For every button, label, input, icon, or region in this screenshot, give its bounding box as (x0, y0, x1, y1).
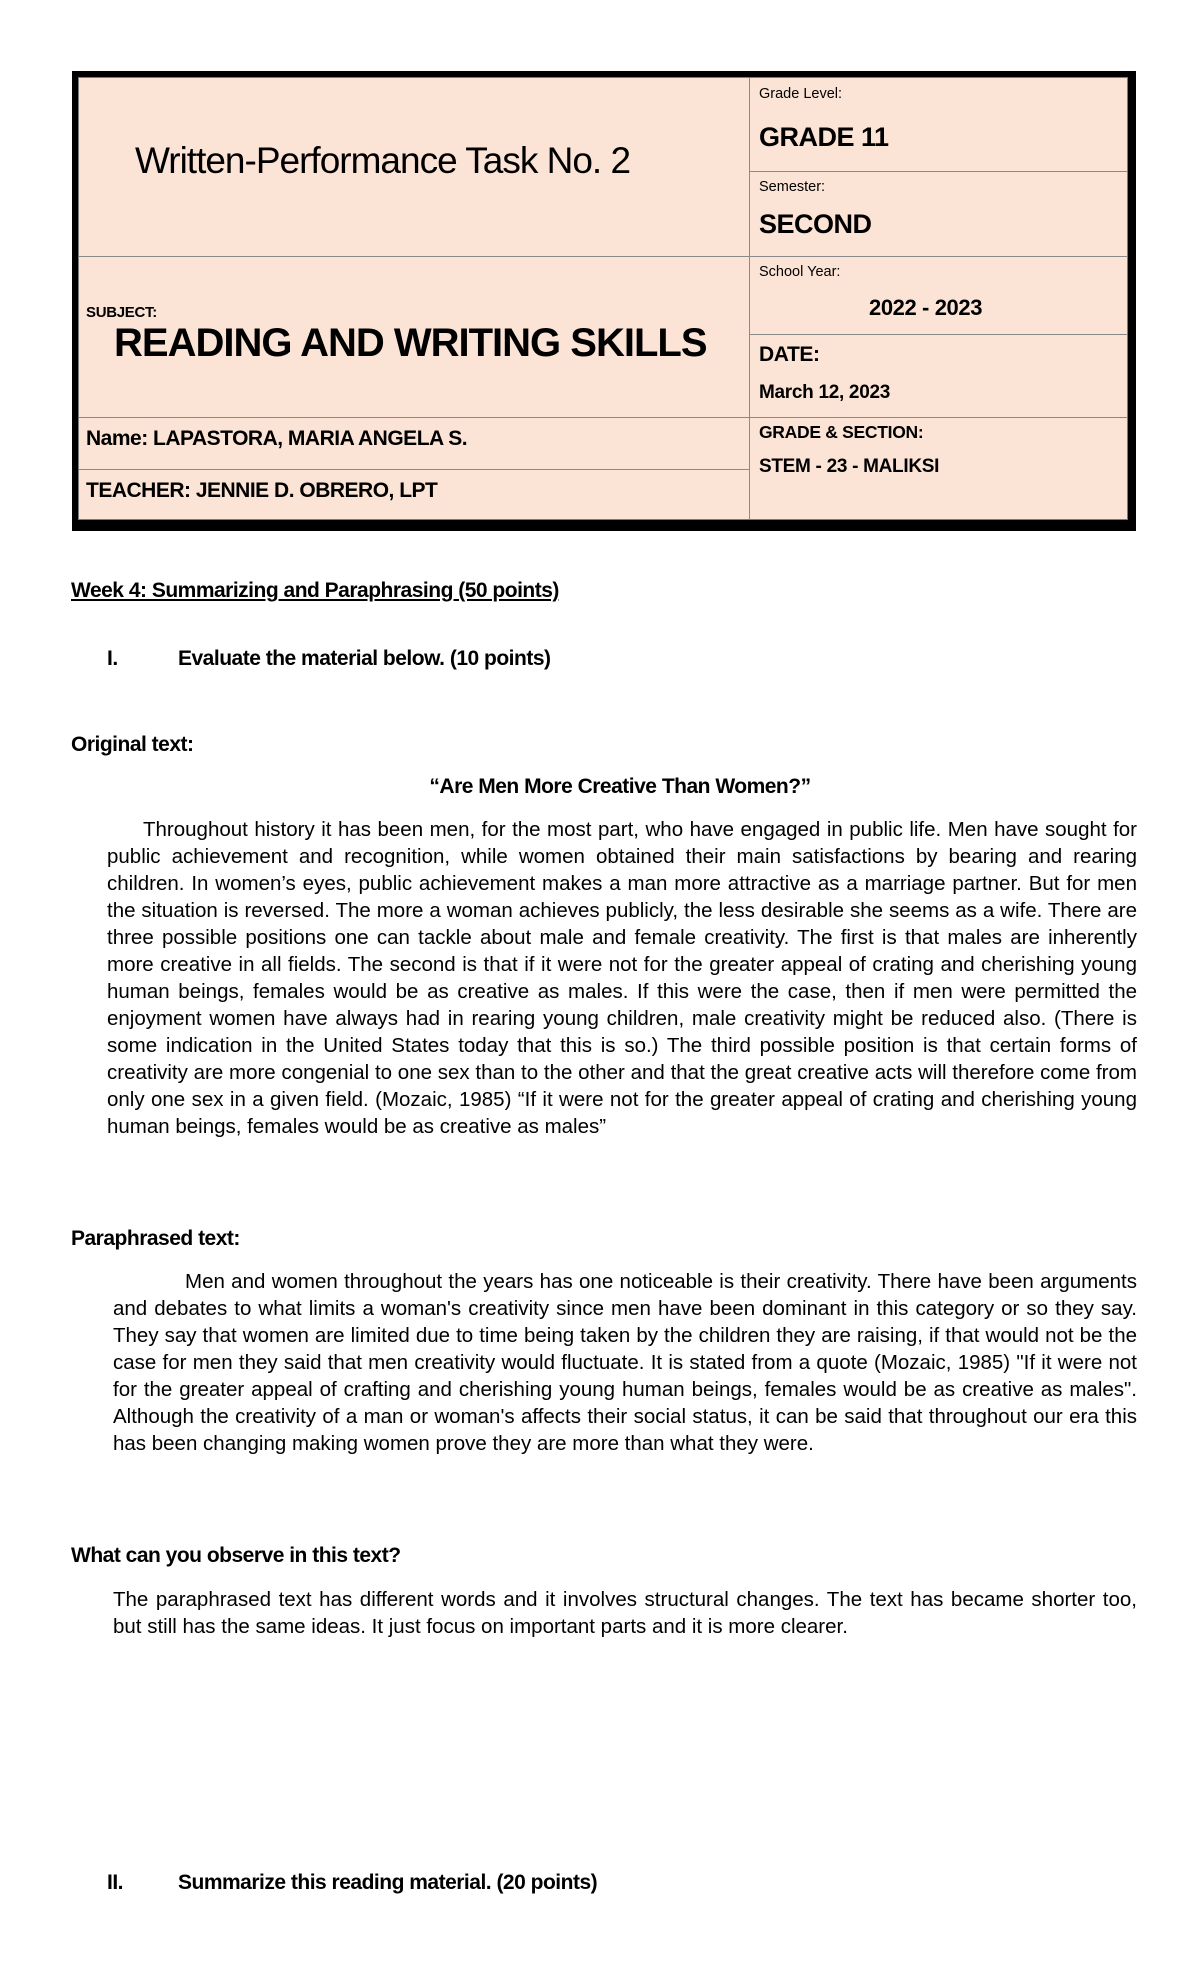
grade-level-value: GRADE 11 (759, 122, 889, 152)
row-divider (79, 256, 1127, 257)
original-text-body: Throughout history it has been men, for the most part, who have engaged in public life. Men have sought for public achievement and recognition, while women obtained their main satisfactions by bearing and rearing children. In women’s eyes, public achievement makes a man more attractive as a marriage partner. But for men the situation is reversed. The more a woman achieves publicly, the less desirable she seems as a wife. There are three possible positions one can tackle about male and female creativity. The first is that males are inherently more creative in all fields. The second is that if it were not for the greater appeal of crating and cherishing young human beings, females would be as creative as males. If this were the case, then if men were permitted the enjoyment women have always had in rearing young children, male creativity might be reduced also. (There is some indication in the United States today that this is so.) The third possible position is that certain forms of creativity are more congenial to one sex than to the other and that the great creative acts will therefore come from only one sex in a given field. (Mozaic, 1985) “If it were not for the greater appeal of crating and cherishing young human beings, females would be as creative as males” (107, 818, 1137, 1138)
school-year-value: 2022 - 2023 (869, 295, 983, 320)
column-divider (749, 78, 750, 519)
page-title: Written-Performance Task No. 2 (135, 140, 631, 181)
semester-value: SECOND (759, 209, 872, 239)
section-1-instruction: Evaluate the material below. (10 points) (178, 647, 551, 670)
header-table (72, 71, 1136, 531)
paraphrased-text-label: Paraphrased text: (71, 1227, 240, 1250)
subject-label: SUBJECT: (86, 304, 157, 321)
school-year-label: School Year: (759, 264, 841, 280)
date-label: DATE: (759, 343, 820, 366)
original-text-title: “Are Men More Creative Than Women?” (429, 775, 811, 798)
observation-question: What can you observe in this text? (71, 1544, 401, 1567)
row-divider (79, 417, 749, 418)
student-name: Name: LAPASTORA, MARIA ANGELA S. (86, 427, 468, 450)
section-2-numeral: II. (107, 1871, 124, 1894)
paraphrased-text-body: Men and women throughout the years has one noticeable is their creativity. There have been arguments and debates to what limits a woman's creativity since men have been dominant in this category or so they say. They say that women are limited due to time being taken by the children they are raising, if that would not be the case for men they said that men creativity would fluctuate. It is stated from a quote (Mozaic, 1985) "If it were not for the greater appeal of crafting and cherishing young human beings, females would be as creative as males". Although the creativity of a man or woman's affects their social status, it can be said that throughout our era this has been changing making women prove they are more than what they were. (113, 1270, 1137, 1455)
row-divider (749, 417, 1127, 418)
week-heading: Week 4: Summarizing and Paraphrasing (50 points) (71, 579, 559, 602)
header-table-body (78, 77, 1128, 520)
grade-section-value: STEM - 23 - MALIKSI (759, 456, 940, 477)
row-divider (749, 334, 1127, 335)
grade-level-label: Grade Level: (759, 86, 843, 102)
subject-value: READING AND WRITING SKILLS (114, 321, 707, 365)
row-divider (79, 469, 749, 470)
original-text-label: Original text: (71, 733, 194, 756)
grade-section-label: GRADE & SECTION: (759, 422, 924, 442)
semester-label: Semester: (759, 179, 826, 195)
row-divider (749, 171, 1127, 172)
section-1-numeral: I. (107, 647, 118, 670)
teacher-name: TEACHER: JENNIE D. OBRERO, LPT (86, 479, 438, 502)
section-2-instruction: Summarize this reading material. (20 points) (178, 1871, 598, 1894)
date-value: March 12, 2023 (759, 382, 890, 403)
observation-answer: The paraphrased text has different words and it involves structural changes. The text has became shorter too, but still has the same ideas. It just focus on important parts and it is more clearer. (113, 1588, 1137, 1638)
